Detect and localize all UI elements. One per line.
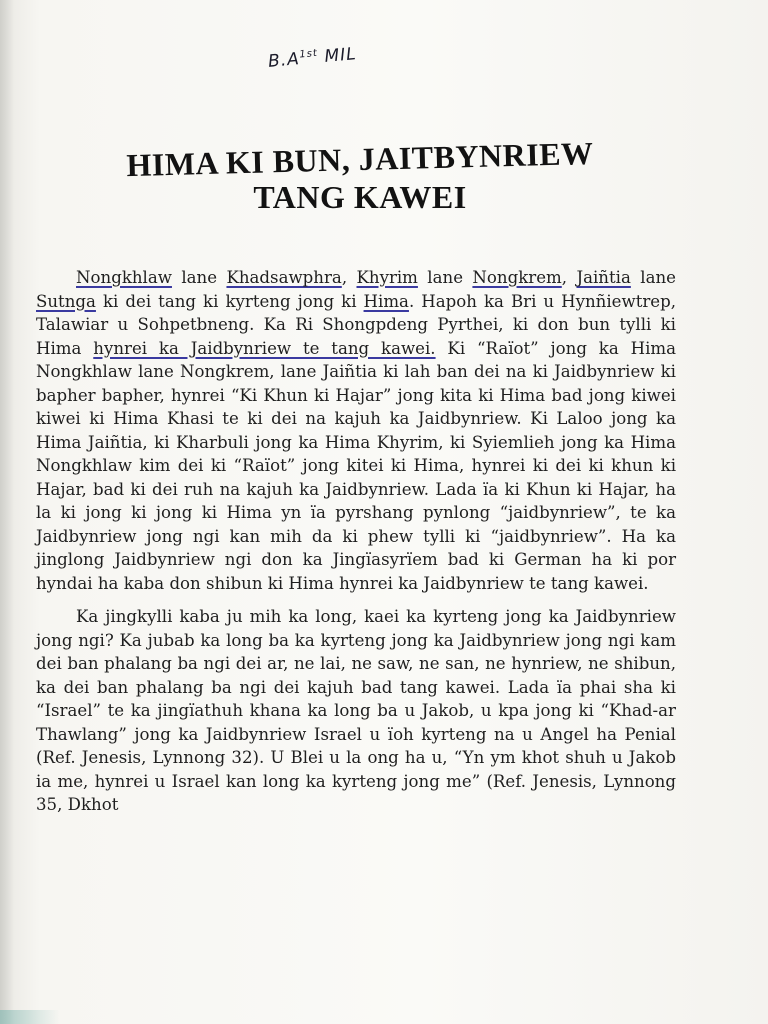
page-title: [40, 134, 680, 216]
text-run: ki dei tang ki kyrteng jong ki: [95, 291, 364, 311]
page-edge-strip: [0, 1010, 60, 1024]
underlined-text: Nongkrem: [472, 268, 562, 287]
text-run: . Hapoh ka Bri u Hynñiewtrep, Talawiar u Sohpetbneng. Ka Ri Shongpdeng Pyrthei, ki don bun tylli ki Hima: [36, 291, 677, 358]
title-line-2: TANG KAWEI: [253, 179, 467, 215]
title-line-1: HIMA KI BUN, JAITBYNRIEW: [126, 134, 594, 184]
text-run: Ki “Raïot” jong ka Hima Nongkhlaw lane Nongkrem, lane Jaiñtia ki lah ban dei na ki Jaidbynriew ki bapher bapher, hynrei “Ki Khun ki Hajar” jong kita ki Hima bad jong kiwei kiwei ki Hima Khasi te ki dei na kajuh ka Jaidbynriew. Ki Laloo jong ka Hima Jaiñtia, ki Kharbuli jong ka Hima Khyrim, ki Syiemlieh jong ka Hima Nongkhlaw kim dei ki “Raïot” jong kitei ki Hima, hynrei ki dei ki khun ki Hajar, bad ki dei ruh na kajuh ka Jaidbynriew. Lada ïa ki Khun ki Hajar, ha la ki jong ki jong ki Hima yn ïa pyrshang pynlong “jaidbynriew”, te ka Jaidbynriew jong ngi kan mih da ki phew tylli ki “jaidbynriew”. Ha ka jinglong Jaidbynriew ngi don ka Jingïasyrïem bad ki German ha ki por hyndai ha kaba don shibun ki Hima hynrei ka Jaidbynriew te tang kawei.: [36, 338, 677, 593]
underlined-text: Jaiñtia: [576, 268, 631, 287]
underlined-text: Sutnga: [36, 291, 96, 311]
paragraph-2: [36, 605, 676, 817]
underlined-text: hynrei ka Jaidbynriew te tang kawei.: [93, 338, 436, 358]
page-binding-shadow: [0, 0, 14, 1024]
underlined-text: Khyrim: [356, 268, 418, 287]
underlined-text: Khadsawphra: [226, 268, 342, 287]
text-run: ,: [341, 268, 357, 287]
handwritten-annotation: [267, 44, 357, 72]
body-text: [36, 266, 676, 817]
text-run: lane: [417, 268, 473, 287]
text-run: lane: [630, 268, 676, 287]
text-run: lane: [171, 268, 227, 287]
underlined-text: Hima: [363, 291, 409, 311]
paragraph-1: [36, 266, 676, 595]
annotation-superscript: 1st: [298, 47, 319, 61]
underlined-text: Nongkhlaw: [76, 268, 172, 287]
annotation-prefix: B.A: [267, 49, 301, 72]
text-run: ,: [561, 268, 577, 287]
annotation-suffix: MIL: [323, 44, 358, 67]
text-run: Ka jingkylli kaba ju mih ka long, kaei ka kyrteng jong ka Jaidbynriew jong ngi? Ka jubab ka long ba ka kyrteng jong ka Jaidbynriew jong ngi kam dei ban phalang ba ngi dei ar, ne lai, ne saw, ne san, ne hynriew, ne shibun, ka dei ban phalang ba ngi dei kajuh bad tang kawei. Lada ïa phai sha ki “Israel” te ka jingïathuh khana ka long ba u Jakob, u kpa jong ki “Khad-ar Thawlang” jong ka Jaidbynriew Israel u ïoh kyrteng na u Angel ha Penial (Ref. Jenesis, Lynnong 32). U Blei u la ong ha u, “Yn ym khot shuh u Jakob ia me, hynrei u Israel kan long ka kyrteng jong me” (Ref. Jenesis, Lynnong 35, Dkhot: [36, 607, 676, 814]
